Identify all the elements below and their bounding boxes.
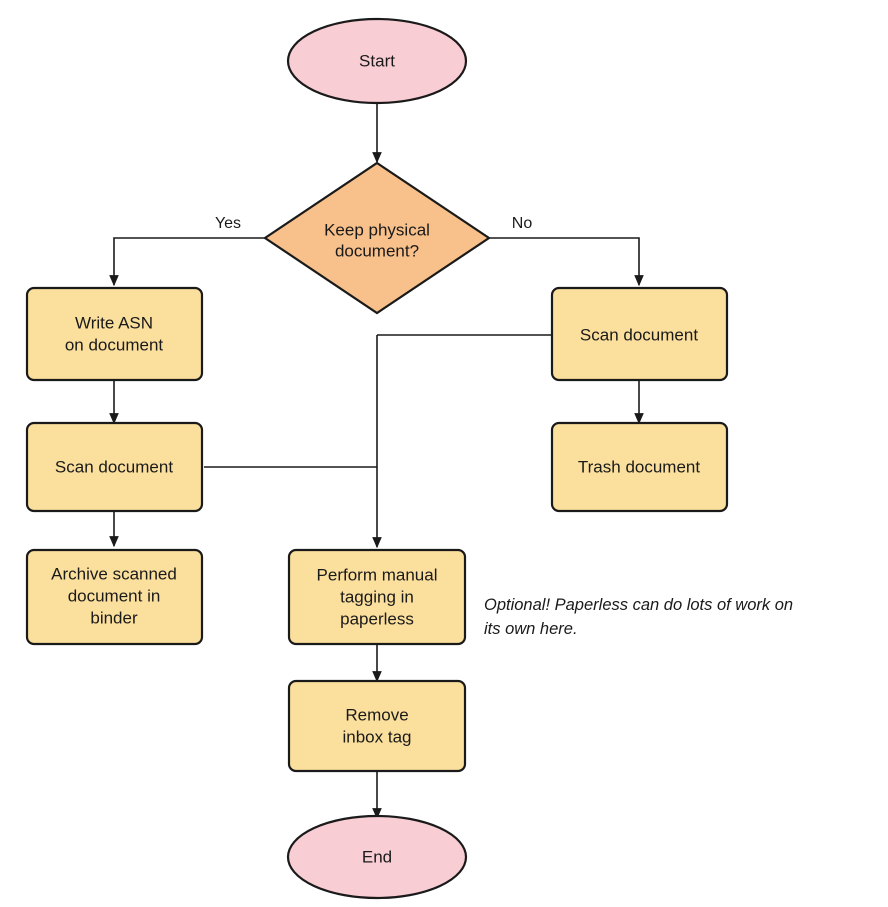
node-end-label: End: [361, 847, 393, 867]
node-archive-label-line3: binder: [90, 608, 138, 628]
node-write-asn-label-line2: on document: [64, 335, 164, 355]
edge-decision-no-to-scan-right: [489, 238, 639, 285]
node-scan-document-left-label: Scan document: [54, 457, 174, 477]
node-remove-inbox-label-line1: Remove: [345, 705, 409, 725]
node-archive-label-line2: document in: [67, 586, 161, 606]
node-end[interactable]: [288, 816, 466, 898]
node-perform-manual-tagging[interactable]: [289, 550, 465, 644]
node-decision-keep-physical-document[interactable]: [265, 163, 489, 313]
annotation-optional-note: [484, 596, 793, 638]
node-trash-document-label: Trash document: [577, 457, 701, 477]
node-trash-document[interactable]: [552, 423, 727, 511]
node-write-asn-label-line1: Write ASN: [74, 313, 154, 333]
node-scan-document-right[interactable]: [552, 288, 727, 380]
edge-label-no: No: [511, 215, 533, 232]
node-tagging-label-line3: paperless: [340, 609, 414, 629]
node-start[interactable]: [288, 19, 466, 103]
node-archive-label-line1: Archive scanned: [51, 564, 177, 584]
node-tagging-label-line1: Perform manual: [316, 565, 438, 585]
node-decision-label-line2: document?: [334, 241, 420, 261]
node-remove-inbox-label-line2: inbox tag: [342, 727, 412, 747]
node-decision-label-line1: Keep physical: [324, 220, 430, 240]
edge-label-yes: Yes: [214, 215, 242, 232]
node-tagging-label-line2: tagging in: [340, 587, 414, 607]
node-start-label: Start: [359, 51, 395, 71]
node-scan-document-right-label: Scan document: [579, 325, 699, 345]
node-archive-scanned-document[interactable]: [27, 550, 202, 644]
node-remove-inbox-tag[interactable]: [289, 681, 465, 771]
annotation-line2: its own here.: [484, 620, 578, 638]
node-write-asn[interactable]: [27, 288, 202, 380]
edge-decision-yes-to-write-asn: [114, 238, 265, 285]
node-scan-document-left[interactable]: [27, 423, 202, 511]
annotation-line1: Optional! Paperless can do lots of work on: [484, 596, 794, 614]
